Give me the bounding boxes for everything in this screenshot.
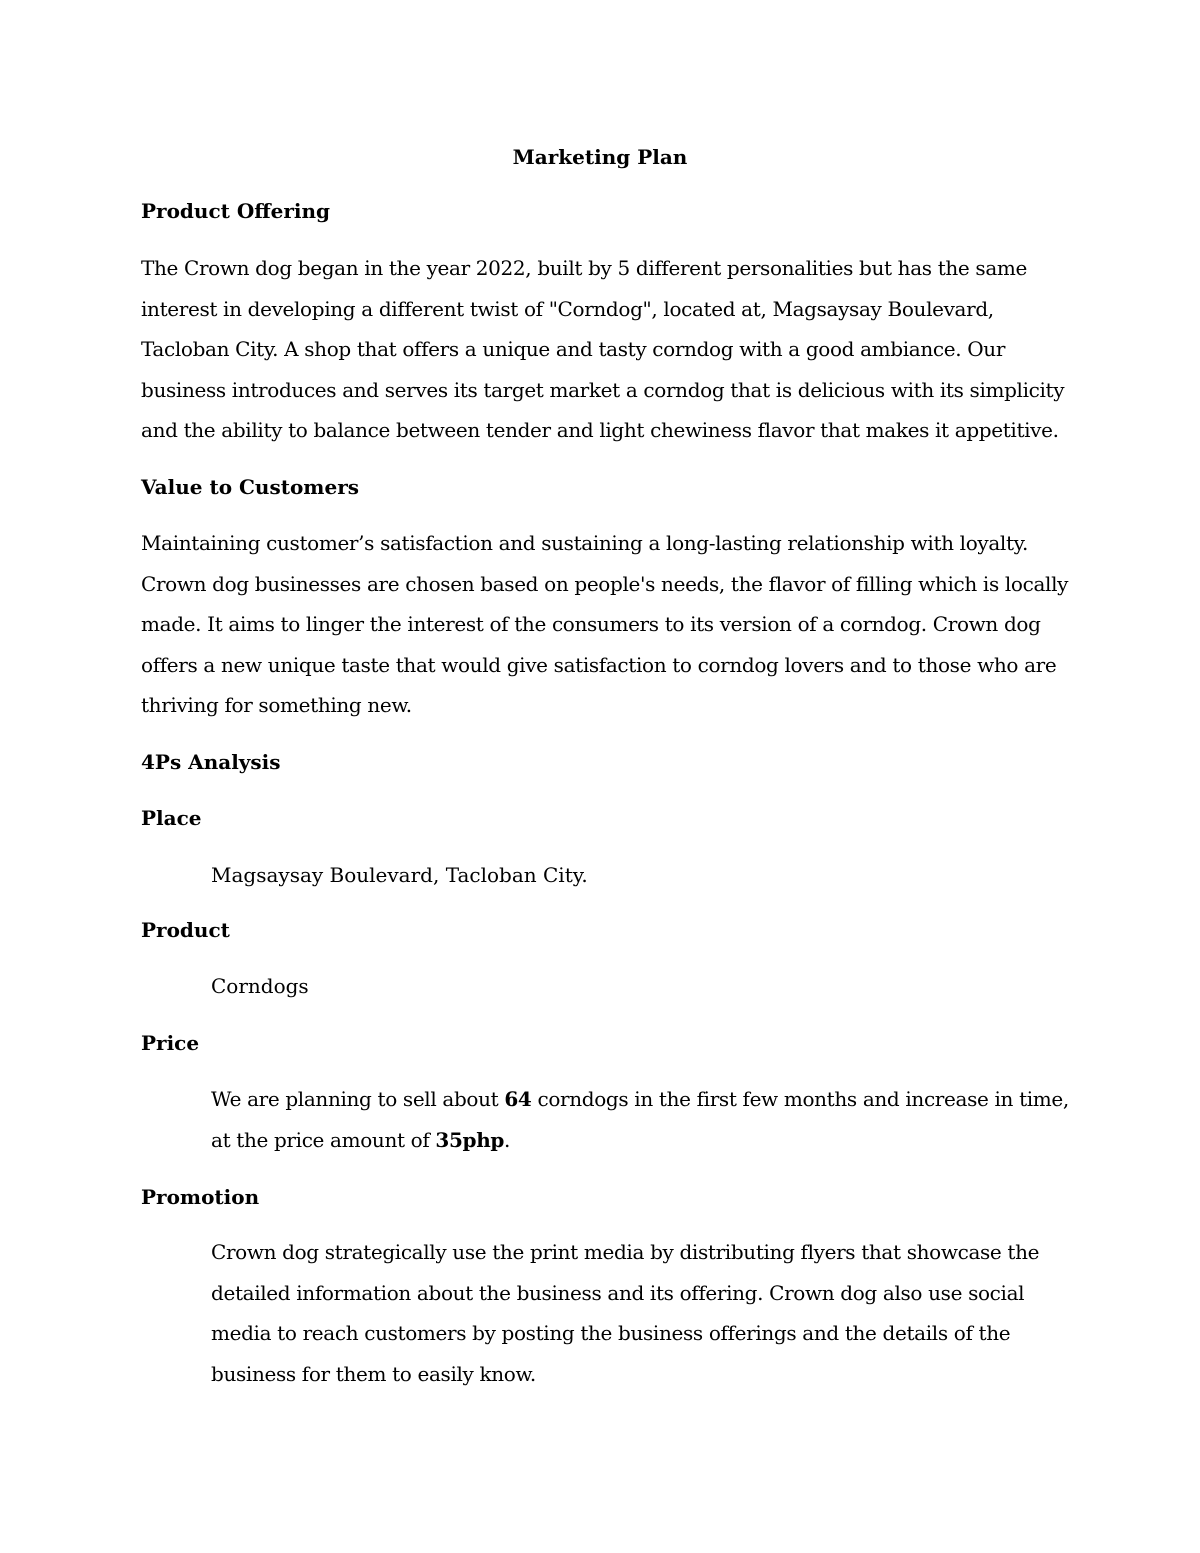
paragraph-price [211, 1079, 1071, 1160]
paragraph-product: Corndogs [211, 974, 309, 998]
paragraph-promotion: Crown dog strategically use the print media by distributing flyers that showcase the detailed information about the business and its offering. Crown dog also use social media to reach customers by posting the business offerings and the details of the business for them to easily know. [211, 1240, 1040, 1386]
paragraph-value-to-customers: Maintaining customer’s satisfaction and sustaining a long-lasting relationship with loyalty. Crown dog businesses are chosen based on people's needs, the flavor of filling which is locally made. It aims to linger the interest of the consumers to its version of a corndog. Crown dog offers a new unique taste that would give satisfaction to corndog lovers and to those who are thriving for something new. [141, 531, 1069, 718]
price-amount: 35php [435, 1127, 505, 1152]
heading-4ps-analysis: 4Ps Analysis [141, 750, 281, 774]
price-text-part3: . [504, 1127, 511, 1152]
price-text-part2: corndogs in the first few months and increase in time, at the price amount of [211, 1087, 1069, 1152]
heading-product-offering: Product Offering [141, 199, 331, 223]
price-text-part1: We are planning to sell about [211, 1087, 505, 1111]
heading-promotion: Promotion [141, 1185, 260, 1209]
page-title: Marketing Plan [512, 145, 688, 169]
price-quantity: 64 [504, 1087, 532, 1111]
paragraph-product-offering: The Crown dog began in the year 2022, built by 5 different personalities but has the same interest in developing a different twist of "Corndog", located at, Magsaysay Boulevard, Tacloban City. A shop that offers a unique and tasty corndog with a good ambiance. Our business introduces and serves its target market a corndog that is delicious with its simplicity and the ability to balance between tender and light chewiness flavor that makes it appetitive. [141, 256, 1065, 443]
heading-product: Product [141, 918, 230, 942]
heading-place: Place [141, 806, 202, 830]
paragraph-place: Magsaysay Boulevard, Tacloban City. [211, 863, 588, 887]
heading-price: Price [141, 1031, 200, 1055]
heading-value-to-customers: Value to Customers [141, 475, 359, 499]
